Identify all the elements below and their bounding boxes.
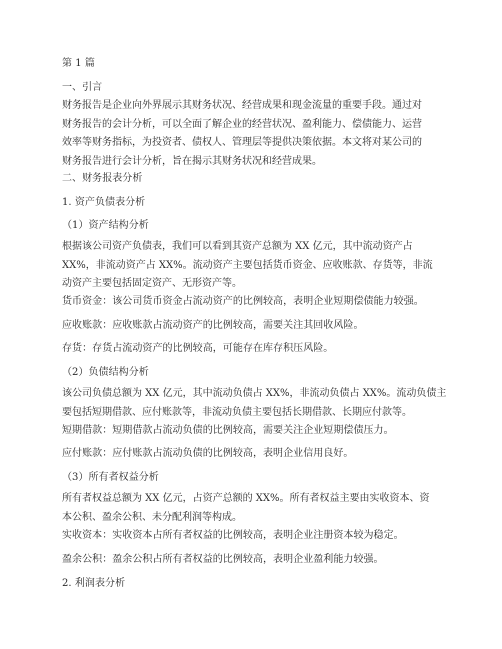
short-loan-line: 短期借款：短期借款占流动负债的比例较高，需要关注企业短期偿债压力。	[62, 425, 394, 436]
asset-paragraph	[62, 238, 442, 294]
intro-paragraph	[62, 97, 442, 171]
liability-line: 该公司负债总额为 XX 亿元，其中流动负债占 XX%，非流动负债占 XX%。流动负债主	[62, 388, 447, 399]
equity-line: 所有者权益总额为 XX 亿元，占资产总额的 XX%。所有者权益主要由实收资本、资	[62, 493, 430, 504]
inventory-line: 存货：存货占流动资产的比例较高，可能存在库存积压风险。	[62, 343, 334, 354]
intro-line: 效率等财务指标，为投资者、债权人、管理层等提供决策依据。本文将对某公司的	[62, 137, 422, 148]
surplus-reserve-line: 盈余公积：盈余公积占所有者权益的比例较高，表明企业盈利能力较强。	[62, 554, 384, 565]
section-heading-intro: 一、引言	[62, 82, 103, 93]
cash-line: 货币资金：该公司货币资金占流动资产的比例较高，表明企业短期偿债能力较强。	[62, 296, 424, 307]
paid-in-capital-line: 实收资本：实收资本占所有者权益的比例较高，表明企业注册资本较为稳定。	[62, 530, 404, 541]
receivable-line: 应收账款：应收账款占流动资产的比例较高，需要关注其回收风险。	[62, 320, 364, 331]
subsection-heading-income-statement: 2. 利润表分析	[62, 578, 126, 589]
subsection-heading-liability-structure: （2）负债结构分析	[62, 367, 149, 378]
part-title: 第 1 篇	[62, 58, 95, 69]
liability-line: 要包括短期借款、应付账款等，非流动负债主要包括长期借款、长期应付款等。	[62, 406, 412, 418]
liability-paragraph	[62, 385, 447, 422]
payable-line: 应付账款：应付账款占流动负债的比例较高，表明企业信用良好。	[62, 448, 354, 459]
asset-line: XX%，非流动资产占 XX%。流动资产主要包括货币资金、应收账款、存货等，非流	[62, 259, 433, 271]
asset-line: 根据该公司资产负债表，我们可以看到其资产总额为 XX 亿元，其中流动资产占	[62, 241, 413, 252]
equity-paragraph	[62, 490, 442, 527]
intro-line: 财务报告的会计分析，可以全面了解企业的经营状况、盈利能力、偿债能力、运营	[62, 118, 422, 130]
subsection-heading-asset-structure: （1）资产结构分析	[62, 220, 149, 231]
section-heading-statements: 二、财务报表分析	[62, 173, 143, 184]
intro-line: 财务报告是企业向外界展示其财务状况、经营成果和现金流量的重要手段。通过对	[62, 100, 422, 111]
intro-line: 财务报告进行会计分析，旨在揭示其财务状况和经营成果。	[62, 155, 322, 167]
subsection-heading-equity: （3）所有者权益分析	[62, 472, 159, 483]
subsection-heading-balance-sheet: 1. 资产负债表分析	[62, 197, 146, 208]
equity-line: 本公积、盈余公积、未分配利润等构成。	[62, 511, 242, 523]
asset-line: 动资产主要包括固定资产、无形资产等。	[62, 278, 242, 289]
